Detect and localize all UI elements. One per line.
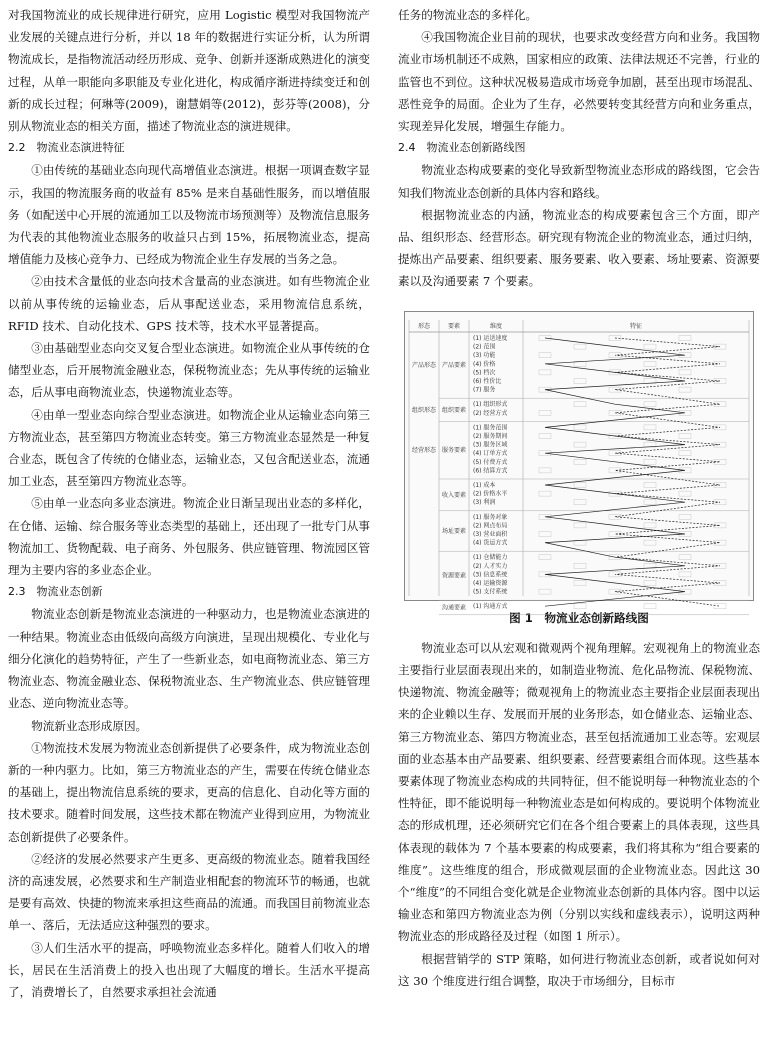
form-label: 经营形态 [411, 446, 437, 454]
feature-cell [609, 410, 621, 415]
form-label: 产品形态 [411, 361, 437, 369]
figure-caption: 图 1 物流业态创新路线图 [509, 610, 649, 625]
figure-header: 维度 [489, 322, 503, 330]
feature-cell [644, 425, 656, 430]
feature-cell [574, 523, 586, 528]
feature-cell [609, 468, 621, 473]
dimension-label: (6) 结算方式 [473, 467, 508, 475]
section-2-4-heading: 2.4 物流业态创新路线图 [398, 141, 526, 155]
section-2-2-heading: 2.2 物流业态演进特征 [8, 141, 125, 155]
feature-cell [644, 482, 656, 487]
element-label: 资源要素 [441, 572, 467, 580]
feature-cell [574, 563, 586, 568]
dimension-label: (1) 组织形式 [473, 400, 508, 408]
figure-1-route-map [404, 311, 754, 612]
paragraph: 根据物流业态的内涵，物流业态的构成要素包含三个方面，即产品、组织形态、经营形态。研究现有物流企业的物流业态，通过归纳，提炼出产品要素、组织要素、服务要素、收入要素、场址要素、资源要素以及沟通要素 7 个要素。 [398, 207, 760, 289]
figure-header: 要素 [447, 322, 461, 330]
dimension-label: (6) 性价比 [473, 377, 502, 385]
feature-cell [679, 433, 691, 438]
dimension-label: (4) 运输资源 [473, 579, 508, 587]
feature-cell [574, 401, 586, 406]
feature-cell [574, 499, 586, 504]
feature-cell [539, 433, 551, 438]
feature-cell [714, 540, 726, 545]
feature-cell [574, 425, 586, 430]
dimension-label: (5) 支付系统 [473, 588, 508, 596]
feature-cell [679, 572, 691, 577]
dimension-label: (4) 价格 [473, 360, 496, 368]
paragraph: 物流业态可以从宏观和微观两个视角理解。宏观视角上的物流业态主要指行业层面表现出来的，如制造业物流、危化品物流、保税物流、快递物流、物流金融等；微观视角上的物流业态主要指企业层面表现出来的企业赖以生存、发展而开展的业务形态，如仓储业态、运输业态、第三方物流业态、第四方物流业态，甚至包括流通加工业态等。宏观层面的业态基本由产品要素、组织要素、经营要素组合而体现。这些基本要素体现了物流业态构成的共同特征，但不能说明每一种物流业态的个性特征，即不能说明每一种物流业态是如何构成的。要说明个体物流业态的形成机理，还必须研究它们在各个组合要素上的具体表现，这些具体表现的载体为 7 个基本要素的构成要素，我们将其称为“组合要素的维度”。这些维度的组合，形成微观层面的企业物流业态。因此这 30 个“维度”的不同组合变化就是企业物流业态创新的具体内容。图中以运输业态和第四方物流业态为例（分别以实线和虚线表示），说明这两种物流业态的形成路径及过程（如图 1 所示）。 [398, 640, 760, 944]
element-label: 产品要素 [441, 361, 467, 369]
dimension-label: (1) 运送速度 [473, 334, 508, 342]
feature-cell [644, 580, 656, 585]
feature-cell [679, 335, 691, 340]
feature-cell [679, 450, 691, 455]
dimension-label: (4) 订单方式 [473, 449, 508, 457]
paragraph: 物流新业态形成原因。 [31, 718, 148, 733]
dimension-label: (1) 服务对象 [473, 513, 508, 521]
feature-cell [644, 361, 656, 366]
intro-paragraph: 对我国物流业的成长规律进行研究，应用 Logistic 模型对我国物流产业发展的关键点进行分析，并以 18 年的数据进行实证分析，认为所谓物流成长，是指物流活动经历形成、竞争、创新并逐渐成熟进化的演变过程，从单一职能向多职能及专业化进化，构成循序渐进持续变迁和创新的成长过程；何琳等(2009)，谢慧娟等(2012)，彭芬等(2008)，分别从物流业态的相关方面，描述了物流业态的演进规律。 [8, 8, 370, 134]
dimension-label: (5) 付费方式 [473, 458, 508, 466]
element-label: 场址要素 [441, 527, 467, 535]
element-label: 收入要素 [441, 491, 467, 499]
feature-cell [644, 523, 656, 528]
dimension-label: (4) 货运方式 [473, 539, 508, 547]
section-2-3-heading: 2.3 物流业态创新 [8, 585, 103, 599]
feature-cell [574, 344, 586, 349]
dimension-label: (3) 利润 [473, 498, 496, 506]
continued-paragraph: 任务的物流业态的多样化。 [398, 8, 538, 22]
paragraph: ③由基础型业态向交叉复合型业态演进。如物流企业从事传统的仓储型业态，后开展物流金融业态，保税物流业态；先从事传统的运输业态，后从事电商物流业态，快递物流业态等。 [8, 341, 370, 400]
figure-header: 特征 [629, 322, 643, 330]
dimension-label: (2) 经营方式 [473, 409, 508, 417]
form-label: 组织形态 [411, 406, 437, 414]
dimension-label: (2) 服务期间 [473, 432, 508, 440]
feature-cell [574, 442, 586, 447]
paragraph: ③人们生活水平的提高，呼唤物流业态多样化。随着人们收入的增长，居民在生活消费上的投入也出现了大幅度的增长。生活水平提高了，消费增长了，自然要求承担社会流通 [8, 940, 370, 999]
dimension-label: (2) 范围 [473, 343, 496, 351]
feature-cell [679, 554, 691, 559]
paragraph: ②经济的发展必然要求产生更多、更高级的物流业态。随着我国经济的高速发展，必然要求和生产制造业相配套的物流环节的畅通，也就是要有高效、快捷的物流来承担这些商品的流通。而我国目前物流业态单一、落后，无法适应这种强烈的要求。 [8, 851, 370, 933]
dimension-label: (3) 服务区域 [473, 441, 508, 449]
feature-cell [539, 589, 551, 594]
dimension-label: (1) 成本 [473, 481, 496, 489]
element-label: 组织要素 [441, 406, 467, 414]
feature-cell [539, 554, 551, 559]
feature-cell [539, 352, 551, 357]
dimension-label: (2) 价格水平 [473, 490, 508, 498]
dimension-label: (1) 仓储能力 [473, 553, 508, 561]
paragraph: 物流业态构成要素的变化导致新型物流业态形成的路线图，它会告知我们物流业态创新的具体内容和路线。 [398, 163, 760, 200]
feature-cell [679, 370, 691, 375]
dimension-label: (1) 服务范围 [473, 424, 508, 432]
paragraph: ⑤由单一业态向多业态演进。物流企业日渐呈现出业态的多样化，在仓储、运输、综合服务等业态类型的基础上，还出现了一批专门从事物流加工、货物配载、电子商务、外包服务、供应链管理、物流园区管理为主要内容的多业态企业。 [8, 496, 370, 578]
dimension-label: (3) 信息系统 [473, 571, 508, 579]
dimension-label: (3) 功能 [473, 351, 496, 359]
paragraph: ②由技术含量低的业态向技术含量高的业态演进。如有些物流企业以前从事传统的运输业态，后从事配送业态，采用物流信息系统，RFID 技术、自动化技术、GPS 技术等，技术水平显著提高。 [8, 274, 370, 333]
dimension-label: (7) 服务 [473, 386, 496, 394]
feature-cell [679, 387, 691, 392]
route-map-diagram [405, 312, 753, 612]
feature-cell [539, 531, 551, 536]
feature-cell [644, 459, 656, 464]
dimension-label: (5) 档次 [473, 369, 496, 377]
element-label: 沟通要素 [441, 604, 467, 612]
dimension-label: (2) 人才实力 [473, 562, 508, 570]
feature-cell [679, 491, 691, 496]
paragraph: ①由传统的基础业态向现代高增值业态演进。根据一项调查数字显示，我国的物流服务商的收益有 85% 是来自基础性服务，而以增值服务（如配送中心开展的流通加工以及物流市场预测等）及物流信息服务为代表的其他物流业态服务的收益只占到 15%，拓展物流业态，提高增值能力及核心竞争力、已经成为物流企业生存发展的当务之急。 [8, 163, 370, 267]
feature-cell [539, 370, 551, 375]
dimension-label: (1) 沟通方式 [473, 602, 508, 610]
figure-header: 形态 [417, 322, 431, 330]
feature-cell [644, 401, 656, 406]
element-label: 服务要素 [441, 446, 467, 454]
feature-cell [574, 459, 586, 464]
paragraph: ①物流技术发展为物流业态创新提供了必要条件，成为物流业态创新的一种内驱力。比如，第三方物流业态的产生，需要在传统仓储业态的基础上，提出物流信息系统的要求，更高的信息化、自动化等方面的技术要求。随着时间发展，这些技术都在物流产业得到应用，为物流业态创新提供了必要条件。 [8, 740, 370, 844]
paragraph: ④由单一型业态向综合型业态演进。如物流企业从运输业态向第三方物流业态，甚至第四方物流业态转变。第三方物流业态显然是一种复合业态，既包含了传统的仓储业态，运输业态，又包含配送业态，流通加工业态，甚至第四方物流业态等。 [8, 407, 370, 489]
feature-cell [644, 344, 656, 349]
feature-cell [574, 482, 586, 487]
paragraph: 根据营销学的 STP 策略，如何进行物流业态创新，或者说如何对这 30 个维度进行组合调整，取决于市场细分，目标市 [398, 951, 760, 988]
dimension-label: (3) 营业面积 [473, 530, 508, 538]
feature-cell [574, 580, 586, 585]
feature-cell [644, 499, 656, 504]
feature-cell [539, 468, 551, 473]
feature-cell [644, 540, 656, 545]
left-column [8, 4, 370, 1003]
right-column [398, 4, 760, 992]
feature-cell [574, 378, 586, 383]
feature-cell [679, 514, 691, 519]
paragraph: 物流业态创新是物流业态演进的一种驱动力，也是物流业态演进的一种结果。物流业态由低级向高级方向演进，呈现出规模化、专业化与细分化演化的趋势特征，产生了一些新业态，如电商物流业态、第三方物流业态、物流金融业态、保税物流业态、生产物流业态、供应链管理业态、逆向物流业态等。 [8, 607, 370, 711]
paragraph: ④我国物流企业目前的现状，也要求改变经营方向和业务。我国物流业市场机制还不成熟，国家相应的政策、法律法规还不完善，行业的监管也不到位。这种状况极易造成市场竞争加剧，甚至出现市场混乱、恶性竞争的局面。企业为了生存，必然要转变其经营方向和业务重点，实现差异化发展，增强生存能力。 [398, 30, 760, 134]
transport-path-solid [545, 338, 685, 606]
feature-cell [539, 491, 551, 496]
dimension-label: (2) 网点布局 [473, 522, 508, 530]
feature-cell [539, 410, 551, 415]
